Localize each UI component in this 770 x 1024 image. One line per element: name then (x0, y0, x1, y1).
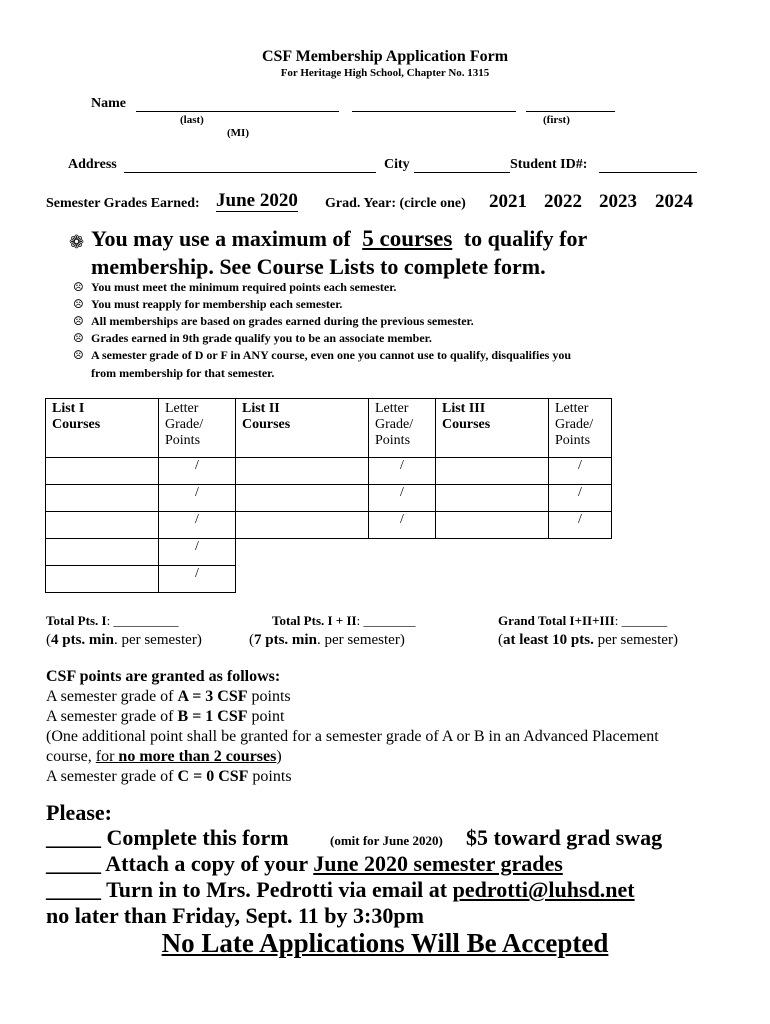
grade-cell[interactable]: / (159, 485, 236, 512)
points-a: A semester grade of A = 3 CSF points (46, 688, 291, 705)
semester-label: Semester Grades Earned: (46, 196, 200, 211)
grad-year-2023[interactable]: 2023 (599, 191, 637, 212)
step-turn-in[interactable]: _____ Turn in to Mrs. Pedrotti via email at pedrotti@luhsd.net (46, 877, 635, 902)
grade-cell[interactable]: / (549, 485, 612, 512)
grad-year-2024[interactable]: 2024 (655, 191, 693, 212)
table-row (46, 539, 612, 566)
list3-grade-header: Letter Grade/ Points (549, 399, 612, 458)
semester-value: June 2020 (216, 190, 298, 211)
city-field[interactable] (414, 156, 510, 173)
course-cell[interactable] (236, 485, 369, 512)
grad-year-2022[interactable]: 2022 (544, 191, 582, 212)
intro-line-2: membership. See Course Lists to complete form. (91, 254, 546, 279)
grade-cell[interactable]: / (159, 512, 236, 539)
rule-item-continued: from membership for that semester. (91, 366, 275, 380)
grade-cell[interactable]: / (369, 485, 436, 512)
first-caption: (first) (543, 114, 570, 126)
points-ap-2: course, for no more than 2 courses) (46, 748, 282, 765)
form-title: CSF Membership Application Form (261, 48, 509, 65)
grade-cell[interactable]: / (159, 566, 236, 593)
smiley-icon: ☹ (73, 348, 84, 362)
course-table (45, 398, 612, 593)
swag-note: $5 toward grad swag (466, 825, 663, 850)
grade-cell[interactable]: / (549, 512, 612, 539)
list1-grade-header: Letter Grade/ Points (159, 399, 236, 458)
list3-header: List III Courses (436, 399, 549, 458)
grad-year-label: Grad. Year: (circle one) (325, 196, 466, 211)
table-row (46, 485, 612, 512)
grade-cell[interactable]: / (549, 458, 612, 485)
first-name-field[interactable] (352, 95, 516, 112)
intro-line-1: You may use a maximum of 5 courses to qualify for (91, 226, 588, 251)
omit-note: (omit for June 2020) (330, 833, 443, 848)
grand-total-note: (at least 10 pts. per semester) (498, 632, 678, 648)
points-heading: CSF points are granted as follows: (46, 668, 281, 685)
list2-header: List II Courses (236, 399, 369, 458)
city-label: City (384, 157, 410, 172)
grade-cell[interactable]: / (159, 458, 236, 485)
smiley-icon: ☹ (73, 280, 84, 294)
student-id-field[interactable] (599, 156, 697, 173)
course-cell[interactable] (436, 458, 549, 485)
table-row (46, 566, 612, 593)
rule-item: ☹ You must meet the minimum required points each semester. (73, 280, 397, 294)
intro-courses: 5 courses (362, 226, 453, 251)
rule-item: ☹ Grades earned in 9th grade qualify you to be an associate member. (73, 331, 432, 345)
course-cell[interactable] (436, 485, 549, 512)
smiley-icon: ☹ (73, 331, 84, 345)
address-label: Address (68, 157, 117, 172)
course-cell[interactable] (436, 512, 549, 539)
points-c: A semester grade of C = 0 CSF points (46, 768, 292, 785)
table-row (46, 458, 612, 485)
no-late-notice: No Late Applications Will Be Accepted (161, 928, 609, 958)
grand-total[interactable]: Grand Total I+II+III: _______ (498, 613, 668, 628)
last-caption: (last) (180, 114, 204, 126)
grade-cell[interactable]: / (369, 458, 436, 485)
grad-year-2021[interactable]: 2021 (489, 191, 527, 212)
please-heading: Please: (46, 800, 112, 825)
course-cell[interactable] (46, 539, 159, 566)
course-cell[interactable] (236, 512, 369, 539)
flower-icon: ❁ (69, 232, 85, 252)
smiley-icon: ☹ (73, 297, 84, 311)
rule-item: ☹ You must reapply for membership each semester. (73, 297, 343, 311)
list2-grade-header: Letter Grade/ Points (369, 399, 436, 458)
grade-cell[interactable]: / (369, 512, 436, 539)
total-2[interactable]: Total Pts. I + II: ________ (272, 613, 416, 628)
name-label: Name (91, 96, 126, 111)
address-field[interactable] (124, 156, 376, 173)
mi-caption: (MI) (227, 127, 249, 139)
points-ap-1: (One additional point shall be granted for a semester grade of A or B in an Advanced Placement (46, 728, 659, 745)
rule-item: ☹ All memberships are based on grades earned during the previous semester. (73, 314, 474, 328)
list1-header: List I Courses (46, 399, 159, 458)
last-name-field[interactable] (136, 95, 339, 112)
total-2-note: (7 pts. min. per semester) (249, 632, 405, 648)
email-link: pedrotti@luhsd.net (452, 877, 635, 902)
total-1[interactable]: Total Pts. I: __________ (46, 613, 179, 628)
course-cell[interactable] (46, 458, 159, 485)
mi-field[interactable] (526, 95, 615, 112)
points-b: A semester grade of B = 1 CSF point (46, 708, 285, 725)
table-row (46, 512, 612, 539)
course-cell[interactable] (46, 512, 159, 539)
step-complete[interactable]: _____ Complete this form (46, 825, 289, 850)
form-subtitle: For Heritage High School, Chapter No. 1315 (280, 67, 490, 79)
total-1-note: (4 pts. min. per semester) (46, 632, 202, 648)
rule-item: ☹ A semester grade of D or F in ANY course, even one you cannot use to qualify, disqualifies you (73, 348, 572, 362)
smiley-icon: ☹ (73, 314, 84, 328)
course-cell[interactable] (236, 458, 369, 485)
course-cell[interactable] (46, 485, 159, 512)
student-id-label: Student ID#: (510, 157, 588, 172)
step-attach[interactable]: _____ Attach a copy of your June 2020 semester grades (46, 851, 563, 876)
course-cell[interactable] (46, 566, 159, 593)
grade-cell[interactable]: / (159, 539, 236, 566)
deadline: no later than Friday, Sept. 11 by 3:30pm (46, 903, 424, 928)
